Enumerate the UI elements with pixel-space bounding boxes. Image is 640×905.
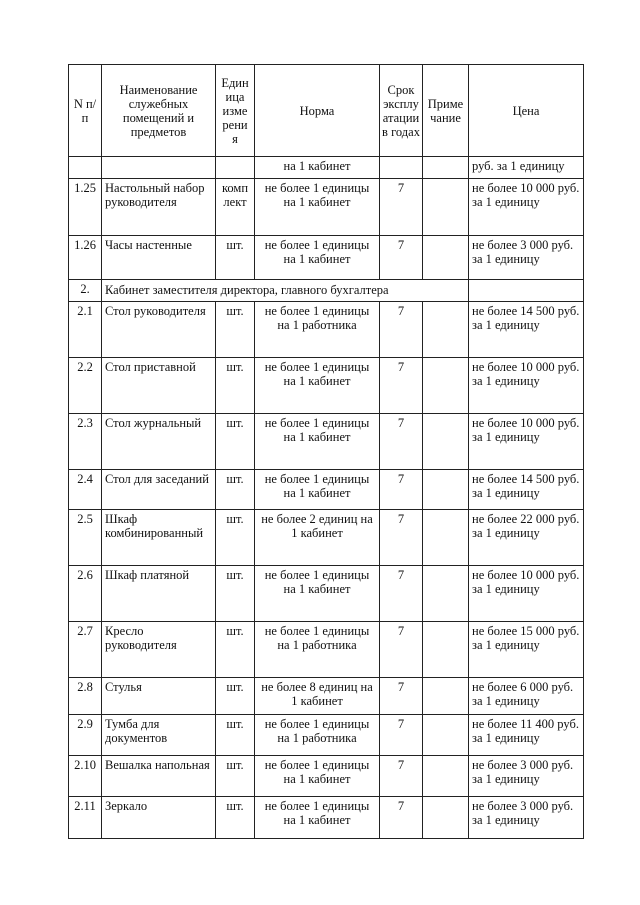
service-life-cell: 7 — [380, 715, 423, 756]
price-cell: не более 10 000 руб. за 1 единицу — [469, 179, 584, 236]
norm-cell: не более 1 единицы на 1 работника — [255, 622, 380, 678]
service-life-cell: 7 — [380, 358, 423, 414]
item-name-cell: Стулья — [102, 678, 216, 715]
unit-cell: шт. — [216, 236, 255, 280]
table-row — [69, 414, 584, 470]
row-number-cell: 2.7 — [69, 622, 102, 678]
unit-cell: шт. — [216, 414, 255, 470]
price-cell: не более 15 000 руб. за 1 единицу — [469, 622, 584, 678]
section-title: Кабинет заместителя директора, главного бухгалтера — [102, 280, 469, 302]
note-cell — [423, 622, 469, 678]
price-cell: не более 14 500 руб. за 1 единицу — [469, 470, 584, 510]
item-name-cell — [102, 157, 216, 179]
service-life-cell: 7 — [380, 678, 423, 715]
service-life-cell: 7 — [380, 510, 423, 566]
norm-cell: не более 1 единицы на 1 кабинет — [255, 756, 380, 797]
note-cell — [423, 179, 469, 236]
row-number-cell: 2.9 — [69, 715, 102, 756]
norm-cell: не более 1 единицы на 1 кабинет — [255, 566, 380, 622]
service-life-cell: 7 — [380, 622, 423, 678]
note-cell — [423, 715, 469, 756]
price-cell: руб. за 1 единицу — [469, 157, 584, 179]
norm-cell: не более 1 единицы на 1 кабинет — [255, 414, 380, 470]
item-name-cell: Настольный набор руководителя — [102, 179, 216, 236]
table-body — [69, 157, 584, 839]
norm-cell: не более 2 единиц на 1 кабинет — [255, 510, 380, 566]
note-cell — [423, 510, 469, 566]
table-row — [69, 797, 584, 839]
unit-cell: шт. — [216, 622, 255, 678]
service-life-cell: 7 — [380, 179, 423, 236]
header-norm: Норма — [255, 65, 380, 157]
service-life-cell: 7 — [380, 302, 423, 358]
unit-cell: шт. — [216, 302, 255, 358]
row-number-cell: 2.8 — [69, 678, 102, 715]
service-life-cell: 7 — [380, 566, 423, 622]
item-name-cell: Шкаф комбинированный — [102, 510, 216, 566]
item-name-cell: Тумба для документов — [102, 715, 216, 756]
row-number-cell: 1.26 — [69, 236, 102, 280]
service-life-cell: 7 — [380, 470, 423, 510]
table-row — [69, 678, 584, 715]
unit-cell — [216, 157, 255, 179]
norms-table — [68, 64, 584, 839]
note-cell — [423, 566, 469, 622]
note-cell — [423, 678, 469, 715]
unit-cell: шт. — [216, 510, 255, 566]
item-name-cell: Стол журнальный — [102, 414, 216, 470]
item-name-cell: Шкаф платяной — [102, 566, 216, 622]
note-cell — [423, 414, 469, 470]
table-row — [69, 715, 584, 756]
item-name-cell: Зеркало — [102, 797, 216, 839]
table-row — [69, 302, 584, 358]
section-row — [69, 280, 584, 302]
unit-cell: шт. — [216, 797, 255, 839]
row-number-cell: 2.5 — [69, 510, 102, 566]
table-row — [69, 470, 584, 510]
norm-cell: не более 1 единицы на 1 работника — [255, 715, 380, 756]
header-price: Цена — [469, 65, 584, 157]
table-row — [69, 622, 584, 678]
header-num: N п/п — [69, 65, 102, 157]
service-life-cell: 7 — [380, 236, 423, 280]
price-cell: не более 11 400 руб. за 1 единицу — [469, 715, 584, 756]
table-row — [69, 566, 584, 622]
row-number-cell: 2.2 — [69, 358, 102, 414]
table-header-row — [69, 65, 584, 157]
row-number-cell: 2.10 — [69, 756, 102, 797]
note-cell — [423, 236, 469, 280]
item-name-cell: Вешалка напольная — [102, 756, 216, 797]
row-number-cell: 2.3 — [69, 414, 102, 470]
table-row — [69, 358, 584, 414]
norm-cell: на 1 кабинет — [255, 157, 380, 179]
row-number-cell: 2.1 — [69, 302, 102, 358]
price-cell: не более 10 000 руб. за 1 единицу — [469, 414, 584, 470]
unit-cell: шт. — [216, 678, 255, 715]
note-cell — [423, 302, 469, 358]
table-row — [69, 236, 584, 280]
row-number-cell: 2.11 — [69, 797, 102, 839]
unit-cell: шт. — [216, 756, 255, 797]
unit-cell: шт. — [216, 358, 255, 414]
header-note: Приме чание — [423, 65, 469, 157]
note-cell — [423, 157, 469, 179]
norm-cell: не более 1 единицы на 1 кабинет — [255, 358, 380, 414]
note-cell — [423, 470, 469, 510]
table-row — [69, 756, 584, 797]
row-number-cell: 2.4 — [69, 470, 102, 510]
header-unit: Един ица изме рени я — [216, 65, 255, 157]
unit-cell: шт. — [216, 715, 255, 756]
price-cell: не более 3 000 руб. за 1 единицу — [469, 797, 584, 839]
item-name-cell: Стол руководителя — [102, 302, 216, 358]
service-life-cell — [380, 157, 423, 179]
norm-cell: не более 1 единицы на 1 кабинет — [255, 236, 380, 280]
service-life-cell: 7 — [380, 797, 423, 839]
unit-cell: комп лект — [216, 179, 255, 236]
note-cell — [423, 797, 469, 839]
norm-cell: не более 1 единицы на 1 кабинет — [255, 179, 380, 236]
row-number-cell: 1.25 — [69, 179, 102, 236]
table-row — [69, 157, 584, 179]
price-cell: не более 3 000 руб. за 1 единицу — [469, 236, 584, 280]
service-life-cell: 7 — [380, 756, 423, 797]
unit-cell: шт. — [216, 566, 255, 622]
header-term: Срок эксплу атации в годах — [380, 65, 423, 157]
price-cell: не более 3 000 руб. за 1 единицу — [469, 756, 584, 797]
header-name: Наименование служебных помещений и предметов — [102, 65, 216, 157]
item-name-cell: Часы настенные — [102, 236, 216, 280]
norm-cell: не более 1 единицы на 1 работника — [255, 302, 380, 358]
note-cell — [423, 358, 469, 414]
norm-cell: не более 1 единицы на 1 кабинет — [255, 470, 380, 510]
norm-cell: не более 8 единиц на 1 кабинет — [255, 678, 380, 715]
price-cell: не более 22 000 руб. за 1 единицу — [469, 510, 584, 566]
service-life-cell: 7 — [380, 414, 423, 470]
norm-cell: не более 1 единицы на 1 кабинет — [255, 797, 380, 839]
item-name-cell: Стол для заседаний — [102, 470, 216, 510]
price-cell: не более 10 000 руб. за 1 единицу — [469, 358, 584, 414]
row-number-cell: 2.6 — [69, 566, 102, 622]
price-cell: не более 14 500 руб. за 1 единицу — [469, 302, 584, 358]
row-number-cell — [69, 157, 102, 179]
item-name-cell: Кресло руководителя — [102, 622, 216, 678]
section-price-cell — [469, 280, 584, 302]
price-cell: не более 10 000 руб. за 1 единицу — [469, 566, 584, 622]
note-cell — [423, 756, 469, 797]
section-number: 2. — [69, 280, 102, 302]
table-row — [69, 510, 584, 566]
table-row — [69, 179, 584, 236]
unit-cell: шт. — [216, 470, 255, 510]
price-cell: не более 6 000 руб. за 1 единицу — [469, 678, 584, 715]
item-name-cell: Стол приставной — [102, 358, 216, 414]
